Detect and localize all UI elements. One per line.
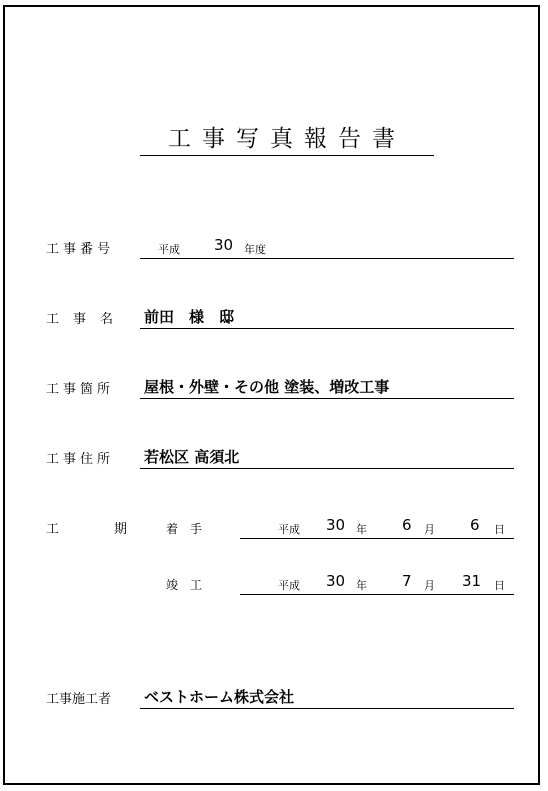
construction-period-label-second: 期: [114, 522, 128, 537]
construction-number-year: 30: [214, 236, 234, 254]
construction-address-value: 若松区 高須北: [144, 448, 240, 466]
start-era: 平成: [278, 523, 300, 536]
end-year: 30: [326, 572, 346, 590]
end-month-unit: 月: [424, 579, 435, 592]
construction-address-label: 工事住所: [46, 452, 115, 467]
start-underline: [240, 538, 514, 539]
construction-number-era: 平成: [158, 243, 180, 256]
construction-location-underline: [140, 398, 514, 399]
start-day-unit: 日: [494, 523, 505, 536]
start-day: 6: [470, 516, 480, 534]
end-day: 31: [462, 572, 482, 590]
contractor-label: 工事施工者: [46, 692, 112, 707]
end-month: 7: [402, 572, 412, 590]
contractor-underline: [140, 708, 514, 709]
start-month: 6: [402, 516, 412, 534]
start-year: 30: [326, 516, 346, 534]
construction-location-value: 屋根・外壁・その他 塗装、増改工事: [144, 378, 390, 396]
end-day-unit: 日: [494, 579, 505, 592]
end-era: 平成: [278, 579, 300, 592]
construction-number-label: 工事番号: [46, 242, 115, 257]
start-label: 着 手: [166, 522, 203, 536]
construction-period-label-first: 工: [46, 522, 60, 537]
end-year-unit: 年: [356, 579, 367, 592]
start-month-unit: 月: [424, 523, 435, 536]
document-title: 工事写真報告書: [140, 124, 434, 156]
construction-number-underline: [140, 258, 514, 259]
construction-location-label: 工事箇所: [46, 382, 115, 397]
contractor-value: ベストホーム株式会社: [144, 688, 295, 706]
start-year-unit: 年: [356, 523, 367, 536]
construction-name-label: 工事名: [46, 312, 128, 327]
end-label: 竣 工: [166, 578, 203, 592]
construction-name-underline: [140, 328, 514, 329]
construction-number-year-unit: 年度: [244, 243, 266, 256]
construction-address-underline: [140, 468, 514, 469]
end-underline: [240, 594, 514, 595]
construction-name-value: 前田 様 邸: [144, 308, 235, 326]
